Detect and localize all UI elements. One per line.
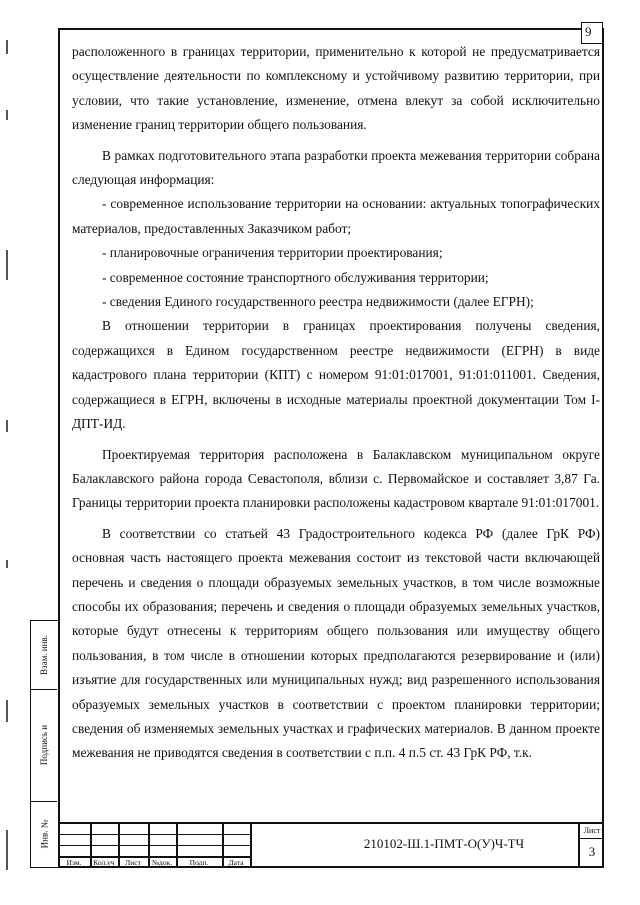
scan-mark bbox=[6, 560, 8, 568]
sheet-label: Лист bbox=[583, 826, 601, 835]
side-label-inv: Инв. № bbox=[39, 819, 49, 849]
side-label-podpis: Подпись и bbox=[39, 724, 49, 766]
stamp-line bbox=[578, 838, 604, 839]
sheet-number: 3 bbox=[588, 844, 596, 859]
scan-mark bbox=[6, 250, 8, 280]
scan-mark bbox=[6, 700, 8, 722]
paragraph: В соответствии со статьей 43 Градостроительного кодекса РФ (далее ГрК РФ) основная часть настоящего проекта межевания состоит из текстовой части включающей перечень и сведения о площади образуемых земельных участков, в том числе возможные способы их образования; перечень и сведения о площади образуемых земельных участков, которые будут отнесены к территориям общего пользования или имуществу общего пользования, в том числе в отношении которых предполагаются резервирование и (или) изъятие для государственных или муниципальных нужд; вид разрешенного использования образуемых земельных участков в соответствии с проектом планировки территории; сведения об изменяемых земельных участках и графических материалов. В данном проекте межевания не приводятся сведения в соответствии с п.п. 4 п.5 ст. 43 ГрК РФ, т.к. bbox=[72, 525, 600, 761]
list-item: - современное состояние транспортного обслуживания территории; bbox=[102, 269, 489, 285]
scan-mark bbox=[6, 40, 8, 54]
list-item: - современное использование территории на основании: актуальных топографических материалов, предоставленных Заказчиком работ; bbox=[72, 196, 600, 236]
side-cell-inv bbox=[31, 801, 57, 867]
page-box-number: 9 bbox=[581, 22, 603, 44]
scan-mark bbox=[6, 420, 8, 432]
stamp-header-list: Лист bbox=[125, 858, 141, 867]
list-item: - сведения Единого государственного реестра недвижимости (далее ЕГРН); bbox=[102, 294, 534, 310]
scan-mark bbox=[6, 110, 8, 120]
stamp-header-izm: Изм. bbox=[66, 858, 82, 867]
paragraph: расположенного в границах территории, применительно к которой не предусматривается осуществление деятельности по комплексному и устойчивому развитию территории, при условии, что такие установление, изменение, отмена влекут за собой исключительно изменение границ территории общего пользования. bbox=[72, 44, 600, 133]
stamp-line bbox=[250, 824, 252, 868]
side-stamp bbox=[30, 620, 58, 868]
stamp-header-data: Дата bbox=[228, 858, 244, 867]
scan-mark bbox=[6, 830, 8, 870]
list-item: - планировочные ограничения территории проектирования; bbox=[102, 245, 443, 261]
title-block bbox=[58, 822, 604, 868]
stamp-header-kolvo: Кол.уч bbox=[93, 858, 115, 867]
paragraph: В рамках подготовительного этапа разработки проекта межевания территории собрана следующая информация: bbox=[72, 147, 600, 188]
side-label-vzam: Взам. инв. bbox=[39, 635, 50, 675]
side-cell-podpis bbox=[31, 689, 57, 801]
paragraph: Проектируемая территория расположена в Балаклавском муниципальном округе Балаклавского района города Севастополя, вблизи с. Первомайское и составляет 3,87 Га. Границы территории проекта планировки расположены кадастровом квартале 91:01:017001. bbox=[72, 446, 600, 511]
document-code: 210102-Ш.1-ПМТ-О(У)Ч-ТЧ bbox=[363, 836, 525, 851]
stamp-header-ndok: №док. bbox=[151, 858, 173, 867]
stamp-header-podp: Подп. bbox=[189, 858, 209, 867]
side-cell-vzam bbox=[31, 621, 57, 689]
paragraph: В отношении территории в границах проектирования получены сведения, содержащихся в Едином государственном реестре недвижимости (ЕГРН) в виде кадастрового плана территории (КПТ) с номером 91:01:017001, 91:01:011001. Сведения, содержащиеся в ЕГРН, включены в исходные материалы проектной документации Том I-ДПТ-ИД. bbox=[72, 318, 600, 432]
document-body bbox=[72, 40, 600, 766]
